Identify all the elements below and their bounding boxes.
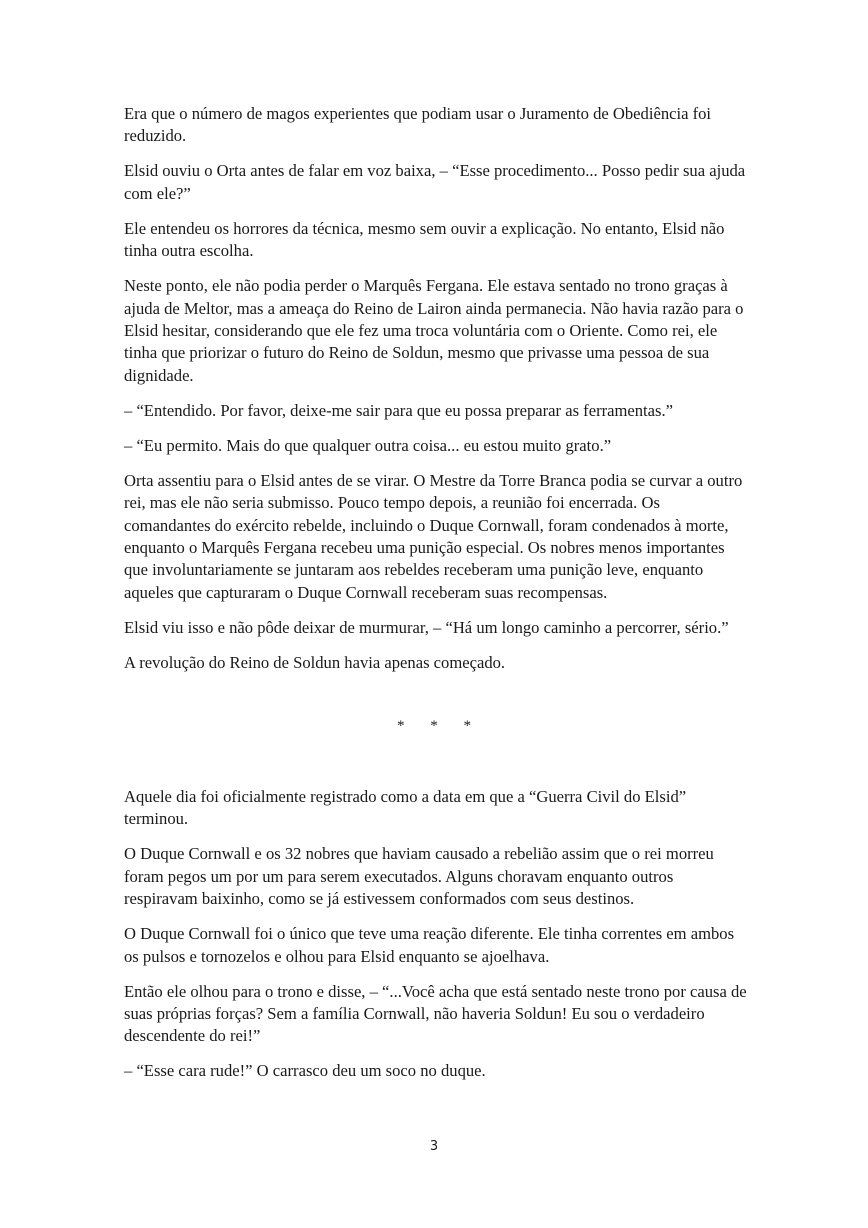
paragraph: – “Eu permito. Mais do que qualquer outra coisa... eu estou muito grato.” xyxy=(124,435,612,455)
paragraph: O Duque Cornwall e os 32 nobres que haviam causado a rebelião assim que o rei morreu foram pegos um por um para serem executados. Alguns choravam enquanto outros respiravam baixinho, como se já estivessem conformados com seus destinos. xyxy=(124,844,714,909)
paragraph: A revolução do Reino de Soldun havia apenas começado. xyxy=(124,652,506,672)
section-1-text xyxy=(124,103,750,687)
paragraph: O Duque Cornwall foi o único que teve uma reação diferente. Ele tinha correntes em ambos os pulsos e tornozelos e olhou para Elsid enquanto se ajoelhava. xyxy=(124,924,735,966)
page-number: 3 xyxy=(429,1139,439,1154)
separator-asterisk: * xyxy=(397,718,405,734)
paragraph: – “Entendido. Por favor, deixe-me sair para que eu possa preparar as ferramentas.” xyxy=(124,400,673,420)
scene-break-separator xyxy=(0,718,868,735)
paragraph: – “Esse cara rude!” O carrasco deu um soco no duque. xyxy=(124,1061,486,1081)
paragraph: Orta assentiu para o Elsid antes de se virar. O Mestre da Torre Branca podia se curvar a outro rei, mas ele não seria submisso. Pouco tempo depois, a reunião foi encerrada. Os comandantes do exército rebelde, incluindo o Duque Cornwall, foram condenados à morte, enquanto o Marquês Fergana recebeu uma punição especial. Os nobres menos importantes que involuntariamente se juntaram aos rebeldes receberam uma punição leve, enquanto aqueles que capturaram o Duque Cornwall receberam suas recompensas. xyxy=(124,470,743,602)
section-2-text xyxy=(124,786,750,1095)
paragraph: Era que o número de magos experientes que podiam usar o Juramento de Obediência foi reduzido. xyxy=(124,104,712,146)
separator-asterisk: * xyxy=(463,718,471,734)
paragraph: Então ele olhou para o trono e disse, – “...Você acha que está sentado neste trono por causa de suas próprias forças? Sem a família Cornwall, não haveria Soldun! Eu sou o verdadeiro descendente do rei!” xyxy=(124,981,747,1046)
paragraph: Ele entendeu os horrores da técnica, mesmo sem ouvir a explicação. No entanto, Elsid não tinha outra escolha. xyxy=(124,218,725,261)
paragraph: Aquele dia foi oficialmente registrado como a data em que a “Guerra Civil do Elsid” terminou. xyxy=(124,787,687,829)
paragraph: Elsid viu isso e não pôde deixar de murmurar, – “Há um longo caminho a percorrer, sério.” xyxy=(124,617,729,637)
paragraph: Neste ponto, ele não podia perder o Marquês Fergana. Ele estava sentado no trono graças à ajuda de Meltor, mas a ameaça do Reino de Lairon ainda permanecia. Não havia razão para o Elsid hesitar, considerando que ele fez uma troca voluntária com o Oriente. Como rei, ele tinha que priorizar o futuro do Reino de Soldun, mesmo que privasse uma pessoa de sua dignidade. xyxy=(124,276,744,385)
paragraph: Elsid ouviu o Orta antes de falar em voz baixa, – “Esse procedimento... Posso pedir sua ajuda com ele?” xyxy=(124,161,746,203)
separator-asterisk: * xyxy=(430,718,438,734)
